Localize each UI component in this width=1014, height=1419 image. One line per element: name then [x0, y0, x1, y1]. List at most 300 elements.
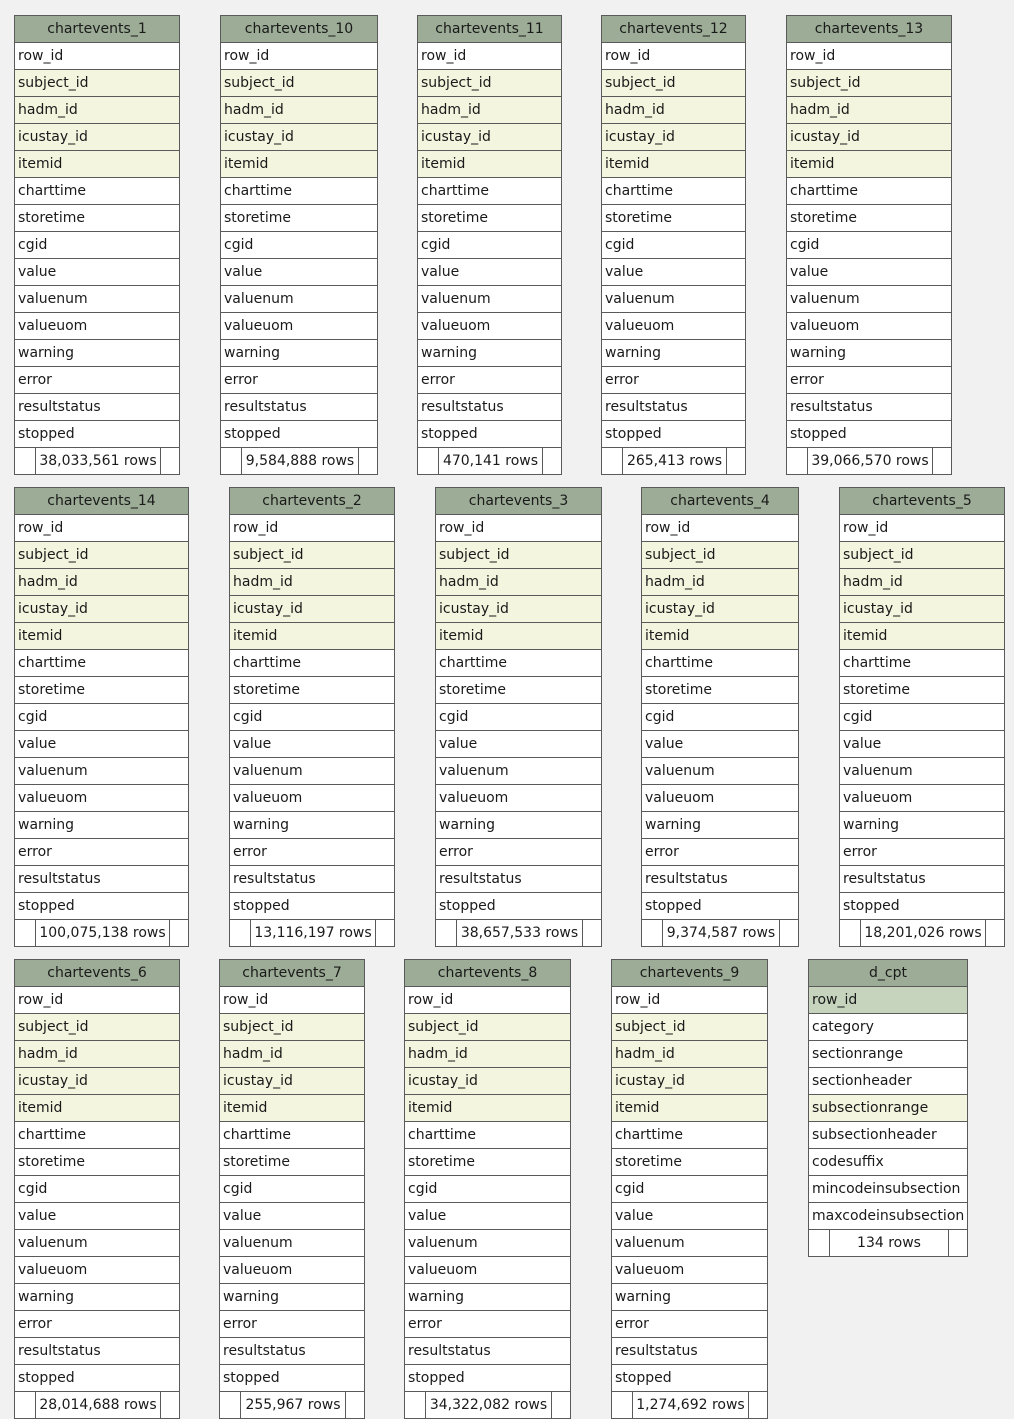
column-icustay-id: icustay_id	[15, 1068, 179, 1095]
column-subject-id: subject_id	[642, 542, 798, 569]
column-error: error	[602, 367, 745, 394]
table-header[interactable]: chartevents_5	[840, 488, 1004, 515]
column-hadm-id: hadm_id	[15, 1041, 179, 1068]
column-hadm-id: hadm_id	[602, 97, 745, 124]
column-resultstatus: resultstatus	[221, 394, 377, 421]
footer-right-cell	[169, 920, 188, 946]
column-valueuom: valueuom	[418, 313, 561, 340]
column-cgid: cgid	[787, 232, 951, 259]
column-subject-id: subject_id	[418, 70, 561, 97]
footer-right-cell	[985, 920, 1004, 946]
column-valueuom: valueuom	[612, 1257, 767, 1284]
column-subject-id: subject_id	[405, 1014, 570, 1041]
column-sectionrange: sectionrange	[809, 1041, 967, 1068]
table-header[interactable]: chartevents_4	[642, 488, 798, 515]
column-row-id: row_id	[15, 987, 179, 1014]
table-header[interactable]: chartevents_6	[15, 960, 179, 987]
column-valuenum: valuenum	[602, 286, 745, 313]
table-footer	[436, 920, 601, 946]
column-charttime: charttime	[602, 178, 745, 205]
column-icustay-id: icustay_id	[602, 124, 745, 151]
footer-left-cell	[15, 1392, 36, 1418]
column-storetime: storetime	[602, 205, 745, 232]
table-footer	[230, 920, 394, 946]
column-row-id: row_id	[612, 987, 767, 1014]
column-resultstatus: resultstatus	[642, 866, 798, 893]
footer-left-cell	[405, 1392, 426, 1418]
column-subject-id: subject_id	[15, 1014, 179, 1041]
row-count: 38,033,561 rows	[39, 453, 157, 469]
column-subject-id: subject_id	[221, 70, 377, 97]
table-header[interactable]: chartevents_2	[230, 488, 394, 515]
column-warning: warning	[840, 812, 1004, 839]
column-warning: warning	[642, 812, 798, 839]
table-footer	[15, 920, 188, 946]
column-stopped: stopped	[405, 1365, 570, 1392]
column-valuenum: valuenum	[418, 286, 561, 313]
column-sectionheader: sectionheader	[809, 1068, 967, 1095]
column-subject-id: subject_id	[436, 542, 601, 569]
column-icustay-id: icustay_id	[436, 596, 601, 623]
column-stopped: stopped	[642, 893, 798, 920]
footer-right-cell	[358, 448, 377, 474]
column-category: category	[809, 1014, 967, 1041]
column-stopped: stopped	[230, 893, 394, 920]
column-warning: warning	[15, 340, 179, 367]
column-error: error	[15, 839, 188, 866]
column-warning: warning	[612, 1284, 767, 1311]
column-hadm-id: hadm_id	[840, 569, 1004, 596]
table-chartevents-13[interactable]	[786, 15, 952, 475]
column-valueuom: valueuom	[221, 313, 377, 340]
column-itemid: itemid	[787, 151, 951, 178]
row-count: 100,075,138 rows	[39, 925, 166, 941]
column-storetime: storetime	[642, 677, 798, 704]
table-chartevents-6[interactable]	[14, 959, 180, 1419]
row-count: 1,274,692 rows	[636, 1397, 745, 1413]
column-itemid: itemid	[642, 623, 798, 650]
column-warning: warning	[220, 1284, 364, 1311]
column-hadm-id: hadm_id	[220, 1041, 364, 1068]
column-row-id: row_id	[602, 43, 745, 70]
column-value: value	[840, 731, 1004, 758]
column-icustay-id: icustay_id	[418, 124, 561, 151]
column-valuenum: valuenum	[221, 286, 377, 313]
table-chartevents-8[interactable]	[404, 959, 571, 1419]
column-icustay-id: icustay_id	[405, 1068, 570, 1095]
column-subject-id: subject_id	[230, 542, 394, 569]
column-row-id: row_id	[220, 987, 364, 1014]
column-valuenum: valuenum	[612, 1230, 767, 1257]
footer-left-cell	[787, 448, 808, 474]
table-chartevents-7[interactable]	[219, 959, 365, 1419]
table-header[interactable]: chartevents_10	[221, 16, 377, 43]
row-count: 34,322,082 rows	[429, 1397, 548, 1413]
table-footer	[405, 1392, 570, 1418]
row-count: 38,657,533 rows	[460, 925, 579, 941]
footer-right-cell	[948, 1230, 967, 1256]
column-stopped: stopped	[15, 893, 188, 920]
column-resultstatus: resultstatus	[436, 866, 601, 893]
column-value: value	[418, 259, 561, 286]
column-valueuom: valueuom	[602, 313, 745, 340]
column-itemid: itemid	[15, 623, 188, 650]
column-cgid: cgid	[221, 232, 377, 259]
column-value: value	[612, 1203, 767, 1230]
row-count: 18,201,026 rows	[864, 925, 982, 941]
table-header[interactable]: chartevents_7	[220, 960, 364, 987]
footer-left-cell	[418, 448, 439, 474]
column-valueuom: valueuom	[15, 1257, 179, 1284]
footer-right-cell	[932, 448, 951, 474]
column-cgid: cgid	[230, 704, 394, 731]
column-stopped: stopped	[436, 893, 601, 920]
column-resultstatus: resultstatus	[602, 394, 745, 421]
column-error: error	[405, 1311, 570, 1338]
column-error: error	[787, 367, 951, 394]
column-charttime: charttime	[840, 650, 1004, 677]
column-hadm-id: hadm_id	[405, 1041, 570, 1068]
table-chartevents-14[interactable]	[14, 487, 189, 947]
column-icustay-id: icustay_id	[15, 124, 179, 151]
footer-right-cell	[345, 1392, 364, 1418]
column-value: value	[15, 259, 179, 286]
column-warning: warning	[221, 340, 377, 367]
table-chartevents-2[interactable]	[229, 487, 395, 947]
column-cgid: cgid	[612, 1176, 767, 1203]
table-footer	[418, 448, 561, 474]
column-warning: warning	[15, 1284, 179, 1311]
table-footer	[220, 1392, 364, 1418]
column-storetime: storetime	[612, 1149, 767, 1176]
table-header[interactable]: chartevents_3	[436, 488, 601, 515]
footer-right-cell	[726, 448, 745, 474]
column-itemid: itemid	[220, 1095, 364, 1122]
column-codesuffix: codesuffix	[809, 1149, 967, 1176]
column-hadm-id: hadm_id	[230, 569, 394, 596]
column-resultstatus: resultstatus	[15, 866, 188, 893]
column-cgid: cgid	[405, 1176, 570, 1203]
column-icustay-id: icustay_id	[221, 124, 377, 151]
column-hadm-id: hadm_id	[787, 97, 951, 124]
column-value: value	[15, 731, 188, 758]
column-valuenum: valuenum	[642, 758, 798, 785]
column-itemid: itemid	[221, 151, 377, 178]
column-icustay-id: icustay_id	[612, 1068, 767, 1095]
table-header[interactable]: chartevents_11	[418, 16, 561, 43]
column-error: error	[436, 839, 601, 866]
column-subsectionrange: subsectionrange	[809, 1095, 967, 1122]
column-resultstatus: resultstatus	[220, 1338, 364, 1365]
table-footer	[602, 448, 745, 474]
row-count: 265,413 rows	[626, 453, 723, 469]
column-cgid: cgid	[642, 704, 798, 731]
column-subject-id: subject_id	[220, 1014, 364, 1041]
column-error: error	[221, 367, 377, 394]
table-header[interactable]: chartevents_14	[15, 488, 188, 515]
column-row-id: row_id	[840, 515, 1004, 542]
column-charttime: charttime	[220, 1122, 364, 1149]
footer-right-cell	[160, 1392, 179, 1418]
column-hadm-id: hadm_id	[436, 569, 601, 596]
footer-left-cell	[809, 1230, 830, 1256]
column-resultstatus: resultstatus	[840, 866, 1004, 893]
column-valuenum: valuenum	[15, 286, 179, 313]
table-chartevents-9[interactable]	[611, 959, 768, 1419]
column-subject-id: subject_id	[612, 1014, 767, 1041]
row-count: 470,141 rows	[442, 453, 539, 469]
column-storetime: storetime	[15, 205, 179, 232]
column-charttime: charttime	[230, 650, 394, 677]
column-stopped: stopped	[787, 421, 951, 448]
column-itemid: itemid	[230, 623, 394, 650]
table-footer	[221, 448, 377, 474]
column-charttime: charttime	[436, 650, 601, 677]
column-valuenum: valuenum	[405, 1230, 570, 1257]
column-value: value	[642, 731, 798, 758]
table-footer	[809, 1230, 967, 1256]
column-row-id: row_id	[15, 43, 179, 70]
column-error: error	[15, 367, 179, 394]
column-charttime: charttime	[787, 178, 951, 205]
row-count: 13,116,197 rows	[254, 925, 372, 941]
column-resultstatus: resultstatus	[787, 394, 951, 421]
column-row-id: row_id	[642, 515, 798, 542]
footer-left-cell	[642, 920, 663, 946]
footer-left-cell	[840, 920, 861, 946]
column-itemid: itemid	[840, 623, 1004, 650]
column-stopped: stopped	[418, 421, 561, 448]
column-valuenum: valuenum	[220, 1230, 364, 1257]
column-row-id: row_id	[221, 43, 377, 70]
table-chartevents-5[interactable]	[839, 487, 1005, 947]
column-row-id: row_id	[15, 515, 188, 542]
column-valueuom: valueuom	[230, 785, 394, 812]
column-storetime: storetime	[787, 205, 951, 232]
footer-right-cell	[551, 1392, 570, 1418]
column-valuenum: valuenum	[230, 758, 394, 785]
table-footer	[840, 920, 1004, 946]
row-count: 9,374,587 rows	[666, 925, 776, 941]
column-warning: warning	[15, 812, 188, 839]
column-itemid: itemid	[15, 1095, 179, 1122]
column-warning: warning	[230, 812, 394, 839]
column-error: error	[840, 839, 1004, 866]
table-header[interactable]: chartevents_1	[15, 16, 179, 43]
column-error: error	[642, 839, 798, 866]
column-icustay-id: icustay_id	[15, 596, 188, 623]
column-warning: warning	[405, 1284, 570, 1311]
column-valueuom: valueuom	[15, 785, 188, 812]
table-footer	[612, 1392, 767, 1418]
column-itemid: itemid	[15, 151, 179, 178]
column-storetime: storetime	[230, 677, 394, 704]
column-icustay-id: icustay_id	[840, 596, 1004, 623]
column-resultstatus: resultstatus	[612, 1338, 767, 1365]
table-chartevents-11[interactable]	[417, 15, 562, 475]
column-charttime: charttime	[405, 1122, 570, 1149]
column-value: value	[221, 259, 377, 286]
column-cgid: cgid	[840, 704, 1004, 731]
table-header[interactable]: chartevents_13	[787, 16, 951, 43]
table-header[interactable]: d_cpt	[809, 960, 967, 987]
column-itemid: itemid	[612, 1095, 767, 1122]
column-storetime: storetime	[15, 1149, 179, 1176]
column-value: value	[436, 731, 601, 758]
table-chartevents-4[interactable]	[641, 487, 799, 947]
column-maxcodeinsubsection: maxcodeinsubsection	[809, 1203, 967, 1230]
column-row-id: row_id	[787, 43, 951, 70]
column-stopped: stopped	[602, 421, 745, 448]
footer-right-cell	[582, 920, 601, 946]
column-row-id: row_id	[418, 43, 561, 70]
column-cgid: cgid	[602, 232, 745, 259]
column-itemid: itemid	[602, 151, 745, 178]
table-d-cpt[interactable]	[808, 959, 968, 1257]
column-value: value	[405, 1203, 570, 1230]
column-valuenum: valuenum	[436, 758, 601, 785]
column-valueuom: valueuom	[642, 785, 798, 812]
table-chartevents-1[interactable]	[14, 15, 180, 475]
footer-left-cell	[602, 448, 623, 474]
row-count: 39,066,570 rows	[811, 453, 929, 469]
column-valueuom: valueuom	[787, 313, 951, 340]
column-cgid: cgid	[418, 232, 561, 259]
footer-left-cell	[220, 1392, 241, 1418]
column-storetime: storetime	[15, 677, 188, 704]
column-resultstatus: resultstatus	[15, 394, 179, 421]
column-stopped: stopped	[840, 893, 1004, 920]
column-row-id: row_id	[436, 515, 601, 542]
column-valueuom: valueuom	[436, 785, 601, 812]
column-mincodeinsubsection: mincodeinsubsection	[809, 1176, 967, 1203]
column-value: value	[15, 1203, 179, 1230]
table-header[interactable]: chartevents_9	[612, 960, 767, 987]
column-value: value	[230, 731, 394, 758]
footer-right-cell	[542, 448, 561, 474]
column-icustay-id: icustay_id	[642, 596, 798, 623]
column-hadm-id: hadm_id	[221, 97, 377, 124]
column-warning: warning	[787, 340, 951, 367]
column-hadm-id: hadm_id	[612, 1041, 767, 1068]
column-icustay-id: icustay_id	[787, 124, 951, 151]
table-footer	[15, 1392, 179, 1418]
footer-right-cell	[748, 1392, 767, 1418]
footer-left-cell	[612, 1392, 633, 1418]
column-resultstatus: resultstatus	[230, 866, 394, 893]
column-icustay-id: icustay_id	[230, 596, 394, 623]
column-value: value	[602, 259, 745, 286]
footer-left-cell	[221, 448, 242, 474]
column-hadm-id: hadm_id	[15, 97, 179, 124]
table-chartevents-12[interactable]	[601, 15, 746, 475]
footer-right-cell	[779, 920, 798, 946]
table-header[interactable]: chartevents_8	[405, 960, 570, 987]
column-error: error	[220, 1311, 364, 1338]
footer-left-cell	[230, 920, 251, 946]
footer-right-cell	[160, 448, 179, 474]
column-itemid: itemid	[436, 623, 601, 650]
column-subject-id: subject_id	[602, 70, 745, 97]
column-cgid: cgid	[15, 232, 179, 259]
column-value: value	[787, 259, 951, 286]
row-count: 9,584,888 rows	[245, 453, 355, 469]
column-storetime: storetime	[436, 677, 601, 704]
column-storetime: storetime	[220, 1149, 364, 1176]
column-stopped: stopped	[15, 421, 179, 448]
table-chartevents-3[interactable]	[435, 487, 602, 947]
column-charttime: charttime	[15, 1122, 179, 1149]
column-charttime: charttime	[15, 650, 188, 677]
column-resultstatus: resultstatus	[15, 1338, 179, 1365]
column-error: error	[418, 367, 561, 394]
column-resultstatus: resultstatus	[405, 1338, 570, 1365]
column-row-id: row_id	[405, 987, 570, 1014]
footer-right-cell	[375, 920, 394, 946]
column-charttime: charttime	[221, 178, 377, 205]
column-valueuom: valueuom	[840, 785, 1004, 812]
footer-left-cell	[436, 920, 457, 946]
column-stopped: stopped	[15, 1365, 179, 1392]
table-footer	[787, 448, 951, 474]
table-chartevents-10[interactable]	[220, 15, 378, 475]
column-storetime: storetime	[840, 677, 1004, 704]
column-storetime: storetime	[418, 205, 561, 232]
column-itemid: itemid	[405, 1095, 570, 1122]
column-charttime: charttime	[15, 178, 179, 205]
column-subject-id: subject_id	[15, 542, 188, 569]
column-cgid: cgid	[15, 1176, 179, 1203]
column-stopped: stopped	[220, 1365, 364, 1392]
column-storetime: storetime	[405, 1149, 570, 1176]
column-cgid: cgid	[220, 1176, 364, 1203]
row-count: 28,014,688 rows	[39, 1397, 157, 1413]
column-valueuom: valueuom	[405, 1257, 570, 1284]
column-subject-id: subject_id	[787, 70, 951, 97]
column-error: error	[612, 1311, 767, 1338]
table-header[interactable]: chartevents_12	[602, 16, 745, 43]
column-valuenum: valuenum	[787, 286, 951, 313]
column-cgid: cgid	[436, 704, 601, 731]
row-count: 255,967 rows	[245, 1397, 341, 1413]
column-charttime: charttime	[418, 178, 561, 205]
column-stopped: stopped	[612, 1365, 767, 1392]
column-row-id: row_id	[230, 515, 394, 542]
column-warning: warning	[602, 340, 745, 367]
column-valueuom: valueuom	[15, 313, 179, 340]
table-footer	[642, 920, 798, 946]
column-stopped: stopped	[221, 421, 377, 448]
footer-left-cell	[15, 448, 36, 474]
column-row-id: row_id	[809, 987, 967, 1014]
column-hadm-id: hadm_id	[418, 97, 561, 124]
column-subject-id: subject_id	[840, 542, 1004, 569]
column-error: error	[15, 1311, 179, 1338]
column-subsectionheader: subsectionheader	[809, 1122, 967, 1149]
column-valuenum: valuenum	[15, 758, 188, 785]
column-icustay-id: icustay_id	[220, 1068, 364, 1095]
column-cgid: cgid	[15, 704, 188, 731]
column-subject-id: subject_id	[15, 70, 179, 97]
column-hadm-id: hadm_id	[15, 569, 188, 596]
footer-left-cell	[15, 920, 36, 946]
column-charttime: charttime	[612, 1122, 767, 1149]
row-count: 134 rows	[857, 1235, 921, 1251]
column-valueuom: valueuom	[220, 1257, 364, 1284]
column-valuenum: valuenum	[840, 758, 1004, 785]
column-warning: warning	[418, 340, 561, 367]
table-footer	[15, 448, 179, 474]
